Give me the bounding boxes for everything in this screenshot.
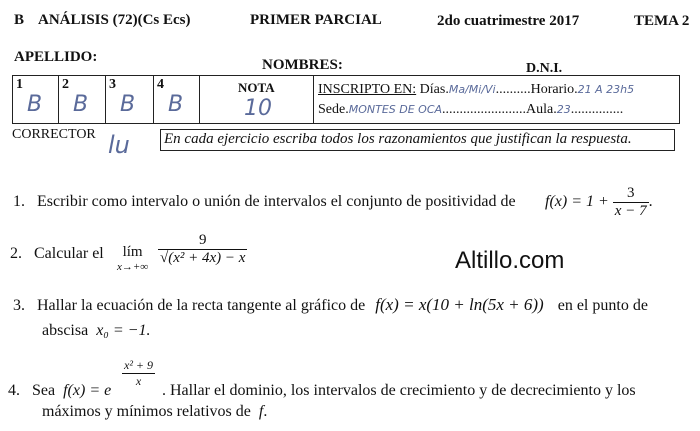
exercise-text: Escribir como intervalo o unión de intervalos el conjunto de positividad de [37, 193, 516, 210]
exercise-4-line2 [42, 403, 267, 421]
header-letter: B [14, 12, 25, 28]
instruction-box: En cada ejercicio escriba todos los razonamientos que justifican la respuesta. [160, 129, 675, 151]
exercise-text-2: en el punto de [557, 297, 648, 314]
grade-mark: B [27, 92, 43, 117]
exponent-fraction [122, 358, 155, 389]
grade-mark: B [73, 92, 89, 117]
exercise-1 [13, 193, 516, 211]
denominator: x − 7 [614, 203, 647, 219]
dias-value: Ma/Mi/Vi [448, 83, 496, 96]
exponent [122, 358, 155, 389]
corrector-signature: lu [108, 131, 130, 159]
exercise-text: Hallar la ecuación de la recta tangente al gráfico de [37, 297, 366, 314]
watermark: Altillo.com [455, 247, 565, 274]
grade-num: 4 [157, 77, 164, 92]
exercise-3 [13, 295, 648, 315]
corrector-label: CORRECTOR [12, 127, 96, 142]
exercise-number: 3. [13, 297, 25, 314]
x0-value: x₀ = −1. [96, 322, 151, 339]
numerator: 3 [613, 185, 649, 203]
exp-numerator: x² + 9 [124, 358, 154, 372]
lim-subscript: x→+∞ [117, 261, 149, 273]
fraction [613, 185, 649, 220]
horario-label: Horario. [530, 82, 578, 97]
exercise-3-line2 [42, 322, 150, 340]
denominator: √(x² + 4x) − x [160, 250, 246, 266]
apellido-label: APELLIDO: [14, 49, 98, 65]
exercise-number: 2. [10, 245, 22, 262]
grade-box-1 [12, 75, 59, 124]
sea-word: Sea [32, 382, 56, 399]
grade-mark: B [168, 92, 184, 117]
grade-num: 1 [16, 77, 23, 92]
exercise-number: 1. [13, 193, 25, 210]
exercise-1-formula [545, 185, 653, 220]
tema-label: TEMA 2 [634, 13, 690, 29]
sede-value: MONTES DE OCA [348, 103, 443, 116]
grade-box-2 [58, 75, 106, 124]
course-title: ANÁLISIS (72)(Cs Ecs) [38, 12, 191, 28]
formula: f(x) = e [63, 382, 112, 399]
exercise-text-3: abscisa [42, 322, 89, 339]
fraction [158, 232, 247, 267]
exercise-number: 4. [8, 382, 20, 399]
nota-label: NOTA [238, 80, 275, 95]
nota-value: 10 [244, 96, 272, 121]
exam-title: PRIMER PARCIAL [250, 12, 382, 28]
exercise-2 [10, 245, 104, 263]
grade-box-3 [105, 75, 154, 124]
formula: f(x) = x(10 + ln(5x + 6)) [375, 295, 544, 314]
exercise-text: Calcular el [34, 245, 104, 262]
term-label: 2do cuatrimestre 2017 [437, 13, 580, 29]
sede-row: Sede.MONTES DE OCA........................Aula.23............... [318, 102, 624, 117]
grade-num: 3 [109, 77, 116, 92]
horario-value: 21 A 23h5 [577, 83, 635, 96]
lim-word: lím [122, 244, 143, 260]
nota-box [199, 75, 314, 124]
exercise-4 [8, 382, 111, 400]
aula-label: Aula. [526, 102, 557, 117]
period: . [263, 403, 268, 420]
inscripto-row: INSCRIPTO EN: Días.Ma/Mi/Vi..........Horario.21 A 23h5 [318, 82, 635, 97]
exp-denominator: x [135, 374, 142, 388]
inscripto-box [313, 75, 680, 124]
numerator: 9 [158, 232, 247, 250]
period: . [648, 193, 653, 211]
grade-num: 2 [62, 77, 69, 92]
dni-label: D.N.I. [526, 61, 563, 76]
formula-lhs: f(x) = 1 + [545, 193, 609, 211]
aula-value: 23 [556, 103, 571, 116]
dias-label: Días. [419, 82, 449, 97]
limit-symbol [117, 244, 148, 273]
exercise-2-fraction [158, 232, 247, 267]
sede-label: Sede. [318, 102, 349, 117]
f-var: f [258, 403, 264, 420]
nombres-label: NOMBRES: [262, 57, 343, 73]
exercise-4-text: . Hallar el dominio, los intervalos de crecimiento y de decrecimiento y los [162, 382, 636, 399]
grade-mark: B [120, 92, 136, 117]
exercise-text-2: máximos y mínimos relativos de [42, 403, 251, 420]
inscripto-label: INSCRIPTO EN: [318, 82, 417, 97]
grade-box-4 [153, 75, 200, 124]
